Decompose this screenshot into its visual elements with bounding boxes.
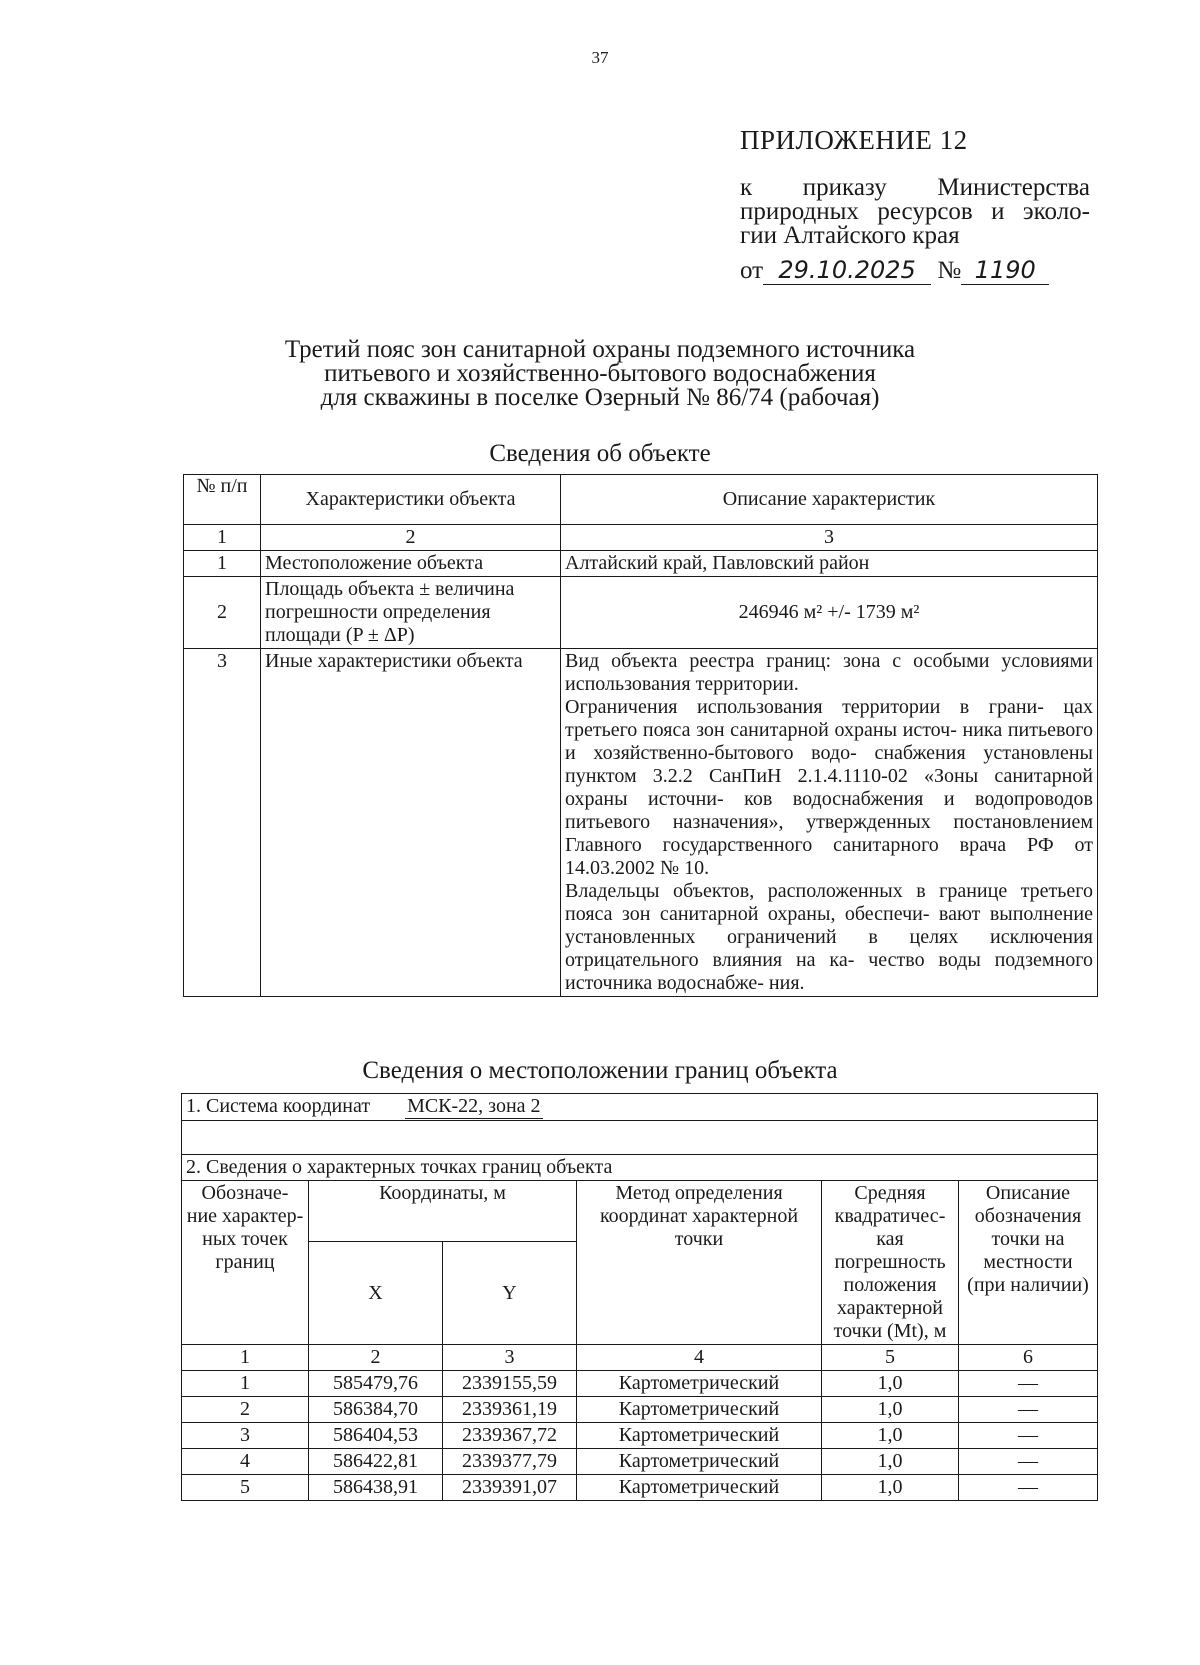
point-method: Картометрический [577, 1397, 822, 1423]
description-paragraph: Вид объекта реестра границ: зона с особыми условиями использования территории. [565, 650, 1093, 695]
title-line: питьевого и хозяйственно-бытового водоснабжения [324, 360, 876, 387]
row-characteristic: Местоположение объекта [261, 551, 561, 577]
row-characteristic: Площадь объекта ± величина погрешности определения площади (P ± ΔP) [261, 577, 561, 649]
table-row [182, 1449, 1098, 1475]
point-method: Картометрический [577, 1449, 822, 1475]
point-method: Картометрический [577, 1371, 822, 1397]
point-y: 2339377,79 [443, 1449, 577, 1475]
point-desc: — [959, 1423, 1098, 1449]
row-description [561, 649, 1098, 997]
table-row [184, 649, 1098, 997]
document-title [0, 338, 1200, 410]
point-mt: 1,0 [822, 1397, 959, 1423]
order-number-label: № [937, 257, 962, 284]
appendix-header [740, 125, 1090, 285]
point-y: 2339155,59 [443, 1371, 577, 1397]
header-x: X [309, 1242, 443, 1345]
coord-system-label: 1. Система координат [186, 1095, 371, 1117]
point-x: 585479,76 [309, 1371, 443, 1397]
points-label-row: 2. Сведения о характерных точках границ объекта [182, 1155, 1098, 1181]
table-row [184, 551, 1098, 577]
object-info-title: Сведения об объекте [489, 440, 711, 467]
table-row [182, 1423, 1098, 1449]
column-number: 2 [261, 525, 561, 551]
point-desc: — [959, 1475, 1098, 1501]
header-method: Метод определения координат характерной точки [577, 1181, 822, 1345]
appendix-to-k: к [740, 174, 753, 201]
point-x: 586384,70 [309, 1397, 443, 1423]
point-id: 3 [182, 1423, 309, 1449]
boundary-info-title: Сведения о местоположении границ объекта [362, 1057, 838, 1084]
column-number: 3 [561, 525, 1098, 551]
point-method: Картометрический [577, 1475, 822, 1501]
row-number: 1 [184, 551, 261, 577]
column-number: 5 [822, 1345, 959, 1371]
point-mt: 1,0 [822, 1475, 959, 1501]
description-paragraph: Владельцы объектов, расположенных в границе третьего пояса зон санитарной охраны, обеспечи- вают выполнение установленных ограничений в целях исключения отрицательного влияния на ка- чество воды подземного источника водоснабже- ния. [565, 880, 1093, 994]
table-row [182, 1475, 1098, 1501]
header-designation: Обозначе- ние характер- ных точек границ [182, 1181, 309, 1345]
column-number: 6 [959, 1345, 1098, 1371]
point-y: 2339367,72 [443, 1423, 577, 1449]
point-x: 586422,81 [309, 1449, 443, 1475]
point-y: 2339391,07 [443, 1475, 577, 1501]
column-number: 1 [182, 1345, 309, 1371]
page-number: 37 [591, 48, 609, 67]
header-coordinates: Координаты, м [309, 1181, 577, 1242]
appendix-to-order: приказу [802, 174, 887, 201]
row-description: Алтайский край, Павловский район [561, 551, 1098, 577]
point-mt: 1,0 [822, 1423, 959, 1449]
header-cell-description: Описание характеристик [561, 475, 1098, 525]
header-description: Описание обозначения точки на местности (при наличии) [959, 1181, 1098, 1345]
point-method: Картометрический [577, 1423, 822, 1449]
point-id: 1 [182, 1371, 309, 1397]
order-line [740, 256, 1090, 285]
point-desc: — [959, 1371, 1098, 1397]
appendix-reference [740, 176, 1090, 248]
row-description: 246946 м² +/- 1739 м² [561, 577, 1098, 649]
order-number: 1190 [961, 256, 1049, 285]
order-date: 29.10.2025 [763, 256, 931, 285]
point-desc: — [959, 1397, 1098, 1423]
point-mt: 1,0 [822, 1371, 959, 1397]
appendix-to-rest: природных ресурсов и эколо- гии Алтайского края [740, 198, 1090, 249]
point-x: 586404,53 [309, 1423, 443, 1449]
description-paragraph: Ограничения использования территории в грани- цах третьего пояса зон санитарной охраны источ- ника питьевого и хозяйственно-бытового водо- снабжения установлены пунктом 3.2.2 СанПиН 2.1.4.1110-02 «Зоны санитарной охраны источни- ков водоснабжения и водопроводов питьевого назначения», утвержденных постановлением Главного государственного санитарного врача РФ от 14.03.2002 № 10. [565, 696, 1093, 879]
header-cell-num: № п/п [184, 475, 261, 525]
point-x: 586438,91 [309, 1475, 443, 1501]
appendix-title: ПРИЛОЖЕНИЕ 12 [740, 125, 968, 155]
row-number: 3 [184, 649, 261, 997]
coord-system-row [182, 1094, 1098, 1121]
table-row [182, 1371, 1098, 1397]
point-id: 4 [182, 1449, 309, 1475]
object-info-table [183, 474, 1098, 997]
title-line: Третий пояс зон санитарной охраны подземного источника [284, 336, 916, 363]
point-y: 2339361,19 [443, 1397, 577, 1423]
header-y: Y [443, 1242, 577, 1345]
column-number: 1 [184, 525, 261, 551]
row-characteristic: Иные характеристики объекта [261, 649, 561, 997]
table-row [184, 577, 1098, 649]
point-mt: 1,0 [822, 1449, 959, 1475]
point-desc: — [959, 1449, 1098, 1475]
coord-system-value: МСК-22, зона 2 [407, 1095, 541, 1117]
spacer-row [182, 1121, 1098, 1155]
order-from-label: от [740, 257, 764, 284]
column-number: 2 [309, 1345, 443, 1371]
column-number: 4 [577, 1345, 822, 1371]
point-id: 5 [182, 1475, 309, 1501]
column-number: 3 [443, 1345, 577, 1371]
boundary-table [181, 1093, 1098, 1501]
row-number: 2 [184, 577, 261, 649]
header-error: Средняя квадратичес- кая погрешность положения характерной точки (Mt), м [822, 1181, 959, 1345]
appendix-to-ministry: Министерства [937, 174, 1090, 201]
table-row [182, 1397, 1098, 1423]
point-id: 2 [182, 1397, 309, 1423]
title-line: для скважины в поселке Озерный № 86/74 (рабочая) [320, 384, 880, 411]
header-cell-characteristic: Характеристики объекта [261, 475, 561, 525]
